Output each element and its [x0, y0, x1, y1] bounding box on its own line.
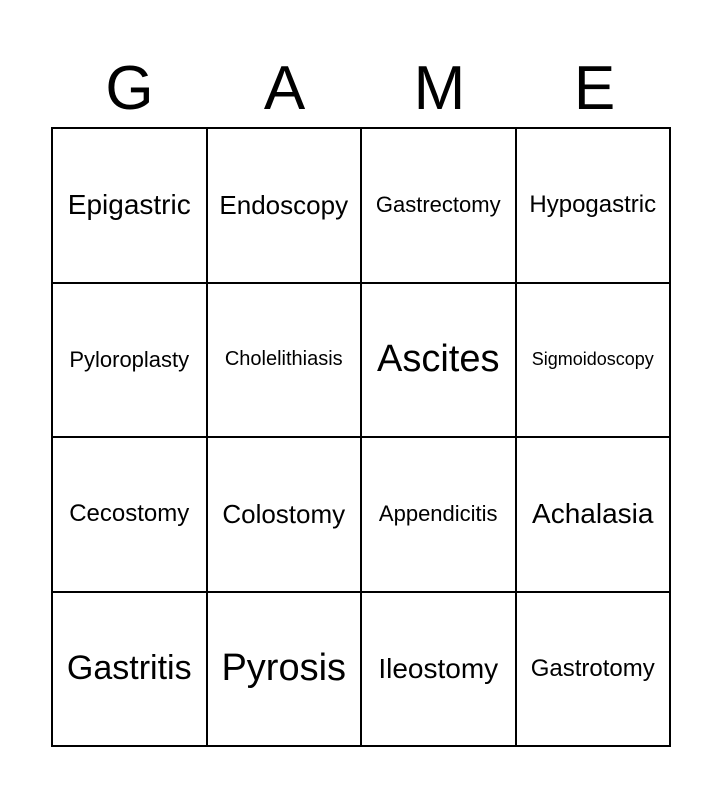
bingo-cell[interactable]: Gastritis	[53, 593, 208, 748]
bingo-cell[interactable]: Sigmoidoscopy	[517, 284, 672, 439]
bingo-cell[interactable]: Hypogastric	[517, 129, 672, 284]
bingo-board	[51, 127, 671, 747]
bingo-cell[interactable]: Appendicitis	[362, 438, 517, 593]
bingo-cell[interactable]: Pyrosis	[208, 593, 363, 748]
bingo-cell[interactable]: Pyloroplasty	[53, 284, 208, 439]
bingo-cell[interactable]: Achalasia	[517, 438, 672, 593]
bingo-cell[interactable]: Gastrotomy	[517, 593, 672, 748]
bingo-cell[interactable]: Gastrectomy	[362, 129, 517, 284]
header-letter-e: E	[573, 54, 616, 123]
bingo-cell[interactable]: Epigastric	[53, 129, 208, 284]
bingo-cell[interactable]: Ileostomy	[362, 593, 517, 748]
bingo-cell[interactable]: Cholelithiasis	[208, 284, 363, 439]
bingo-cell[interactable]: Cecostomy	[53, 438, 208, 593]
header-letter-m: M	[413, 54, 466, 123]
header-letter-g: G	[105, 54, 154, 123]
bingo-cell[interactable]: Endoscopy	[208, 129, 363, 284]
header-letter-a: A	[263, 54, 306, 123]
bingo-cell[interactable]: Ascites	[362, 284, 517, 439]
bingo-cell[interactable]: Colostomy	[208, 438, 363, 593]
bingo-header	[52, 50, 672, 128]
